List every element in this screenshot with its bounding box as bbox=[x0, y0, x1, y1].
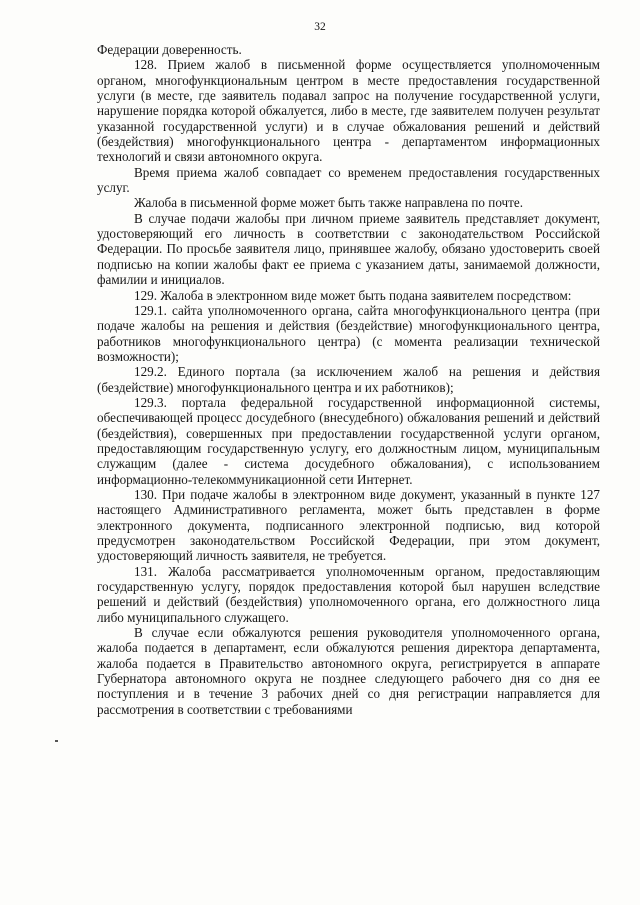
paragraph-129: 129. Жалоба в электронном виде может быть подана заявителем посредством: bbox=[134, 287, 572, 303]
paragraph-129-1: 129.1. сайта уполномоченного органа, сайта многофункционального центра (при подаче жалобы на решения и действия (бездействие) многофункционального центра, работников многофункционального центра) (с момента реализации технической возможности); bbox=[97, 302, 600, 364]
paragraph-128: 128. Прием жалоб в письменной форме осуществляется уполномоченным органом, многофункциональным центром в месте предоставления государственной услуги (в месте, где заявитель подавал запрос на получение государственной услуги, нарушение порядка которой обжалуется, либо в месте, где заявителем получен результат указанной государственной услуги) и в случае обжалования решений и действий (бездействия) многофункционального центра - департаментом информационных технологий и связи автономного округа. bbox=[97, 57, 600, 165]
scan-artifact bbox=[55, 740, 58, 742]
paragraph-131: 131. Жалоба рассматривается уполномоченным органом, предоставляющим государственную услугу, порядок предоставления которой был нарушен вследствие решений и действий (бездействия) уполномоченного органа, его должностного лица либо муниципального служащего. bbox=[97, 563, 600, 625]
paragraph-postal: Жалоба в письменной форме может быть также направлена по почте. bbox=[134, 195, 524, 211]
paragraph-appeal-routing: В случае если обжалуются решения руководителя уполномоченного органа, жалоба подается в департамент, если обжалуются решения директора департамента, жалоба подается в Правительство автономного округа, регистрируется в аппарате Губернатора автономного округа не позднее следующего рабочего дня со дня ее поступления и в течение 3 рабочих дней со дня регистрации направляется для рассмотрения в соответствии с требованиями bbox=[97, 625, 600, 717]
paragraph-129-2: 129.2. Единого портала (за исключением жалоб на решения и действия (бездействие) многофункционального центра и их работников); bbox=[97, 364, 600, 395]
paragraph-129-3: 129.3. портала федеральной государственной информационной системы, обеспечивающей процесс досудебного (внесудебного) обжалования решений и действий (бездействия), совершенных при предоставлении государственной услуги органом, предоставляющим государственную услугу, его должностным лицом, муниципальным служащим (далее - система досудебного обжалования), с использованием информационно-телекоммуникационной сети Интернет. bbox=[97, 394, 600, 487]
paragraph-130: 130. При подаче жалобы в электронном виде документ, указанный в пункте 127 настоящего Административного регламента, может быть представлен в форме электронного документа, подписанного электронной подписью, вид которой предусмотрен законодательством Российской Федерации, при этом документ, удостоверяющий личность заявителя, не требуется. bbox=[97, 486, 600, 564]
document-body bbox=[97, 42, 600, 717]
paragraph-reception-time: Время приема жалоб совпадает со временем предоставления государственных услуг. bbox=[97, 164, 600, 196]
paragraph-0: Федерации доверенность. bbox=[97, 42, 242, 57]
paragraph-personal-reception: В случае подачи жалобы при личном приеме заявитель представляет документ, удостоверяющий его личность в соответствии с законодательством Российской Федерации. По просьбе заявителя лицо, принявшее жалобу, обязано удостоверить своей подписью на копии жалобы факт ее приема с указанием даты, занимаемой должности, фамилии и инициалов. bbox=[97, 210, 600, 288]
page-number: 32 bbox=[314, 21, 326, 33]
